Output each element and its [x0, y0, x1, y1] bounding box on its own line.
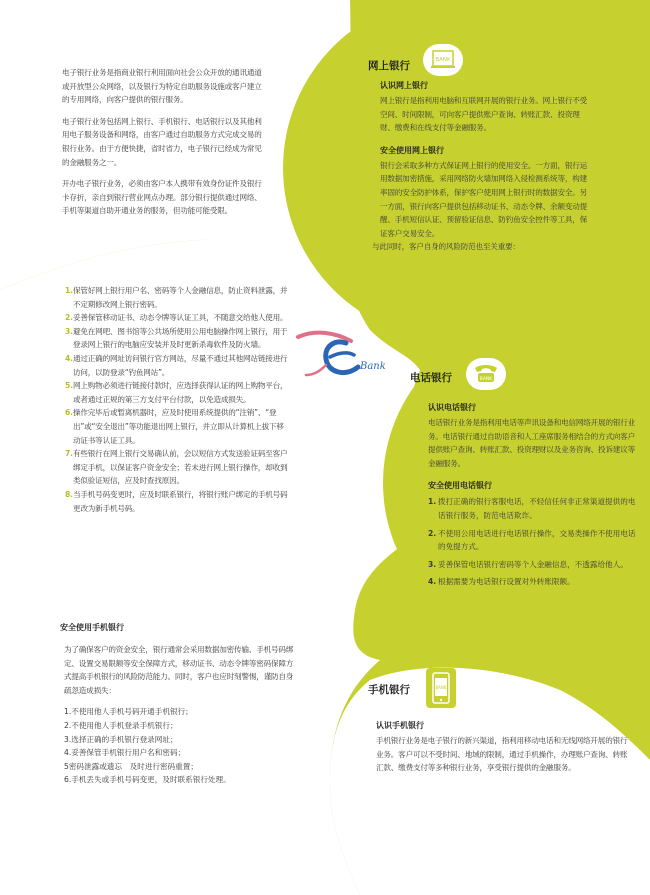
mobile-phone-icon [426, 668, 456, 708]
ebank-logo-icon [296, 325, 396, 385]
list-item: 5. 网上购物必须进行链接付款时，应选择获得认证的网上购物平台，或者通过正规的第三方支付平台付款，以免造成损失。 [65, 381, 288, 404]
list-item: 7. 有些银行在网上银行交易确认前，会以短信方式发送验证码至客户绑定手机，以保证客户资金安全；若未进行网上银行操作，却收到类似验证短信，应及时查找原因。 [65, 449, 288, 486]
list-item: 2. 不使用公用电话进行电话银行操作，交易类操作不使用电话的免提方式。 [428, 528, 636, 552]
online-lead-text: 与此同时，客户自身的风险防范也至关重要： [372, 242, 520, 252]
list-item: 1.不使用他人手机号码开通手机银行； [64, 707, 193, 717]
list-item: 3. 避免在网吧、图书馆等公共场所使用公用电脑操作网上银行，用于登录网上银行的电脑应安装并及时更新杀毒软件及防火墙。 [65, 326, 288, 350]
intro-paragraph: 电子银行业务包括网上银行、手机银行、电话银行以及其他利用电子服务设备和网络，由客户通过自助服务方式完成交易的银行业务。由于方便快捷，省时省力，电子银行已经成为常见的金融服务之一。 [62, 116, 262, 167]
ebank-label: Bank [360, 361, 386, 372]
phone-know-text: 电话银行业务是指利用电话等声讯设备和电信网络开展的银行业务。电话银行通过自助语音和人工座席服务相结合的方式向客户提供账户查询、转账汇款、投资理财以及业务咨询、投诉建议等金融服务。 [428, 418, 636, 468]
intro-section [62, 66, 268, 226]
bank-building-icon [423, 44, 463, 76]
list-item: 5密码泄露或遗忘 及时进行密码重置； [64, 761, 198, 771]
intro-paragraph: 开办电子银行业务，必须由客户本人携带有效身份证件及银行卡存折，亲自到银行营业网点办理。部分银行提供通过网络、手机等渠道自助开通业务的服务，但功能可能受限。 [62, 179, 262, 216]
list-item: 3. 妥善保管电话银行密码等个人金融信息，不透露给他人。 [428, 559, 628, 569]
online-banking-content [372, 80, 588, 254]
list-item: 6.手机丢失或手机号码变更，及时联系银行处理。 [64, 775, 231, 785]
telephone-icon [466, 358, 506, 390]
online-icon-text: BANK [435, 57, 451, 63]
mobile-banking-header [368, 668, 478, 708]
list-item: 6. 操作完毕后或暂离机器时，应及时使用系统提供的“注销”、“登出”或“安全退出”等功能退出网上银行，并立即从计算机上拔下移动证书等认证工具。 [65, 408, 284, 445]
mobile-know-title: 认识手机银行 [376, 721, 424, 730]
list-item: 1. 拨打正确的银行客服电话，不轻信任何非正常渠道提供的电话银行服务，防范电话欺诈。 [428, 497, 636, 520]
list-item: 2. 妥善保管移动证书、动态令牌等认证工具，不随意交给他人使用。 [65, 313, 288, 323]
list-item: 8. 当手机号码变更时，应及时联系银行，将银行账户绑定的手机号码更改为新手机号码。 [65, 489, 288, 513]
list-item: 4. 根据需要为电话银行设置对外转账限额。 [428, 577, 575, 587]
online-safe-text: 银行会采取多种方式保证网上银行的使用安全。一方面，银行运用数据加密措施，采用网络防火墙加网络入侵检测系统等，构建率固的安全防护体系，保护客户使用网上银行时的数据安全。另一方面，银行向客户提供包括移动证书、动态令牌、余额变动提醒、手机短信认证、预留验证信息、防钓鱼安全控件等工具，保证客户交易安全。 [380, 160, 588, 238]
mobile-icon-text: BANK [435, 685, 447, 690]
phone-banking-title: 电话银行 [410, 372, 452, 384]
online-banking-header [368, 50, 488, 82]
mobile-safe-title: 安全使用手机银行 [60, 623, 124, 632]
mobile-safe-text: 为了确保客户的资金安全，银行通常会采用数据加密传输、手机号码绑定、设置交易限额等安全保障方式，移动证书、动态令牌等密码保障方式提高手机银行的风险防范能力。同时，客户也应时刻警惕，谨防自身疏忽造成损失： [64, 645, 294, 695]
list-item: 4.妥善保管手机银行用户名和密码； [64, 748, 186, 758]
phone-know-title: 认识电话银行 [428, 403, 476, 412]
mobile-banking-content [376, 720, 628, 775]
list-item: 4. 通过正确的网址访问银行官方网站，尽量不通过其他网站链接进行访问，以防登录“钓鱼网站”。 [65, 353, 288, 377]
online-know-title: 认识网上银行 [380, 81, 428, 90]
phone-banking-header [410, 362, 530, 394]
phone-banking-content [428, 402, 636, 593]
mobile-safety-section [60, 622, 300, 787]
phone-icon-text: BANK [479, 377, 493, 382]
phone-safety-list [428, 495, 636, 589]
online-safe-title: 安全使用网上银行 [380, 145, 444, 155]
online-know-text: 网上银行是指利用电脑和互联网开展的银行业务。网上银行不受空间、时间限制，可向客户提供账户查询、转账汇款、投资理财、缴费和在线支付等金融服务。 [380, 96, 588, 133]
list-item: 1. 保管好网上银行用户名、密码等个人金融信息，防止资料泄露，并不定期修改网上银行密码。 [65, 286, 288, 309]
online-tips-list [65, 284, 290, 515]
online-banking-title: 网上银行 [368, 60, 410, 72]
mobile-safety-list [64, 705, 300, 787]
mobile-banking-title: 手机银行 [368, 684, 410, 696]
phone-safe-title: 安全使用电话银行 [428, 481, 492, 491]
list-item: 2.不使用他人手机登录手机银行； [64, 720, 178, 730]
list-item: 3.选择正确的手机银行登录网址； [64, 734, 178, 744]
mobile-know-text: 手机银行业务是电子银行的新兴渠道，指利用移动电话和无线网络开展的银行业务。客户可以不受时间、地域的限制，通过手机操作，办理账户查询、转账汇款、缴费支付等多种银行业务，享受银行提供的金融服务。 [376, 736, 628, 773]
ebank-illustration [296, 325, 396, 385]
intro-paragraph: 电子银行业务是指商业银行利用面向社会公众开放的通讯通道或开放型公众网络，以及银行为特定自助服务设施或客户建立的专用网络，向客户提供的银行服务。 [62, 68, 262, 105]
